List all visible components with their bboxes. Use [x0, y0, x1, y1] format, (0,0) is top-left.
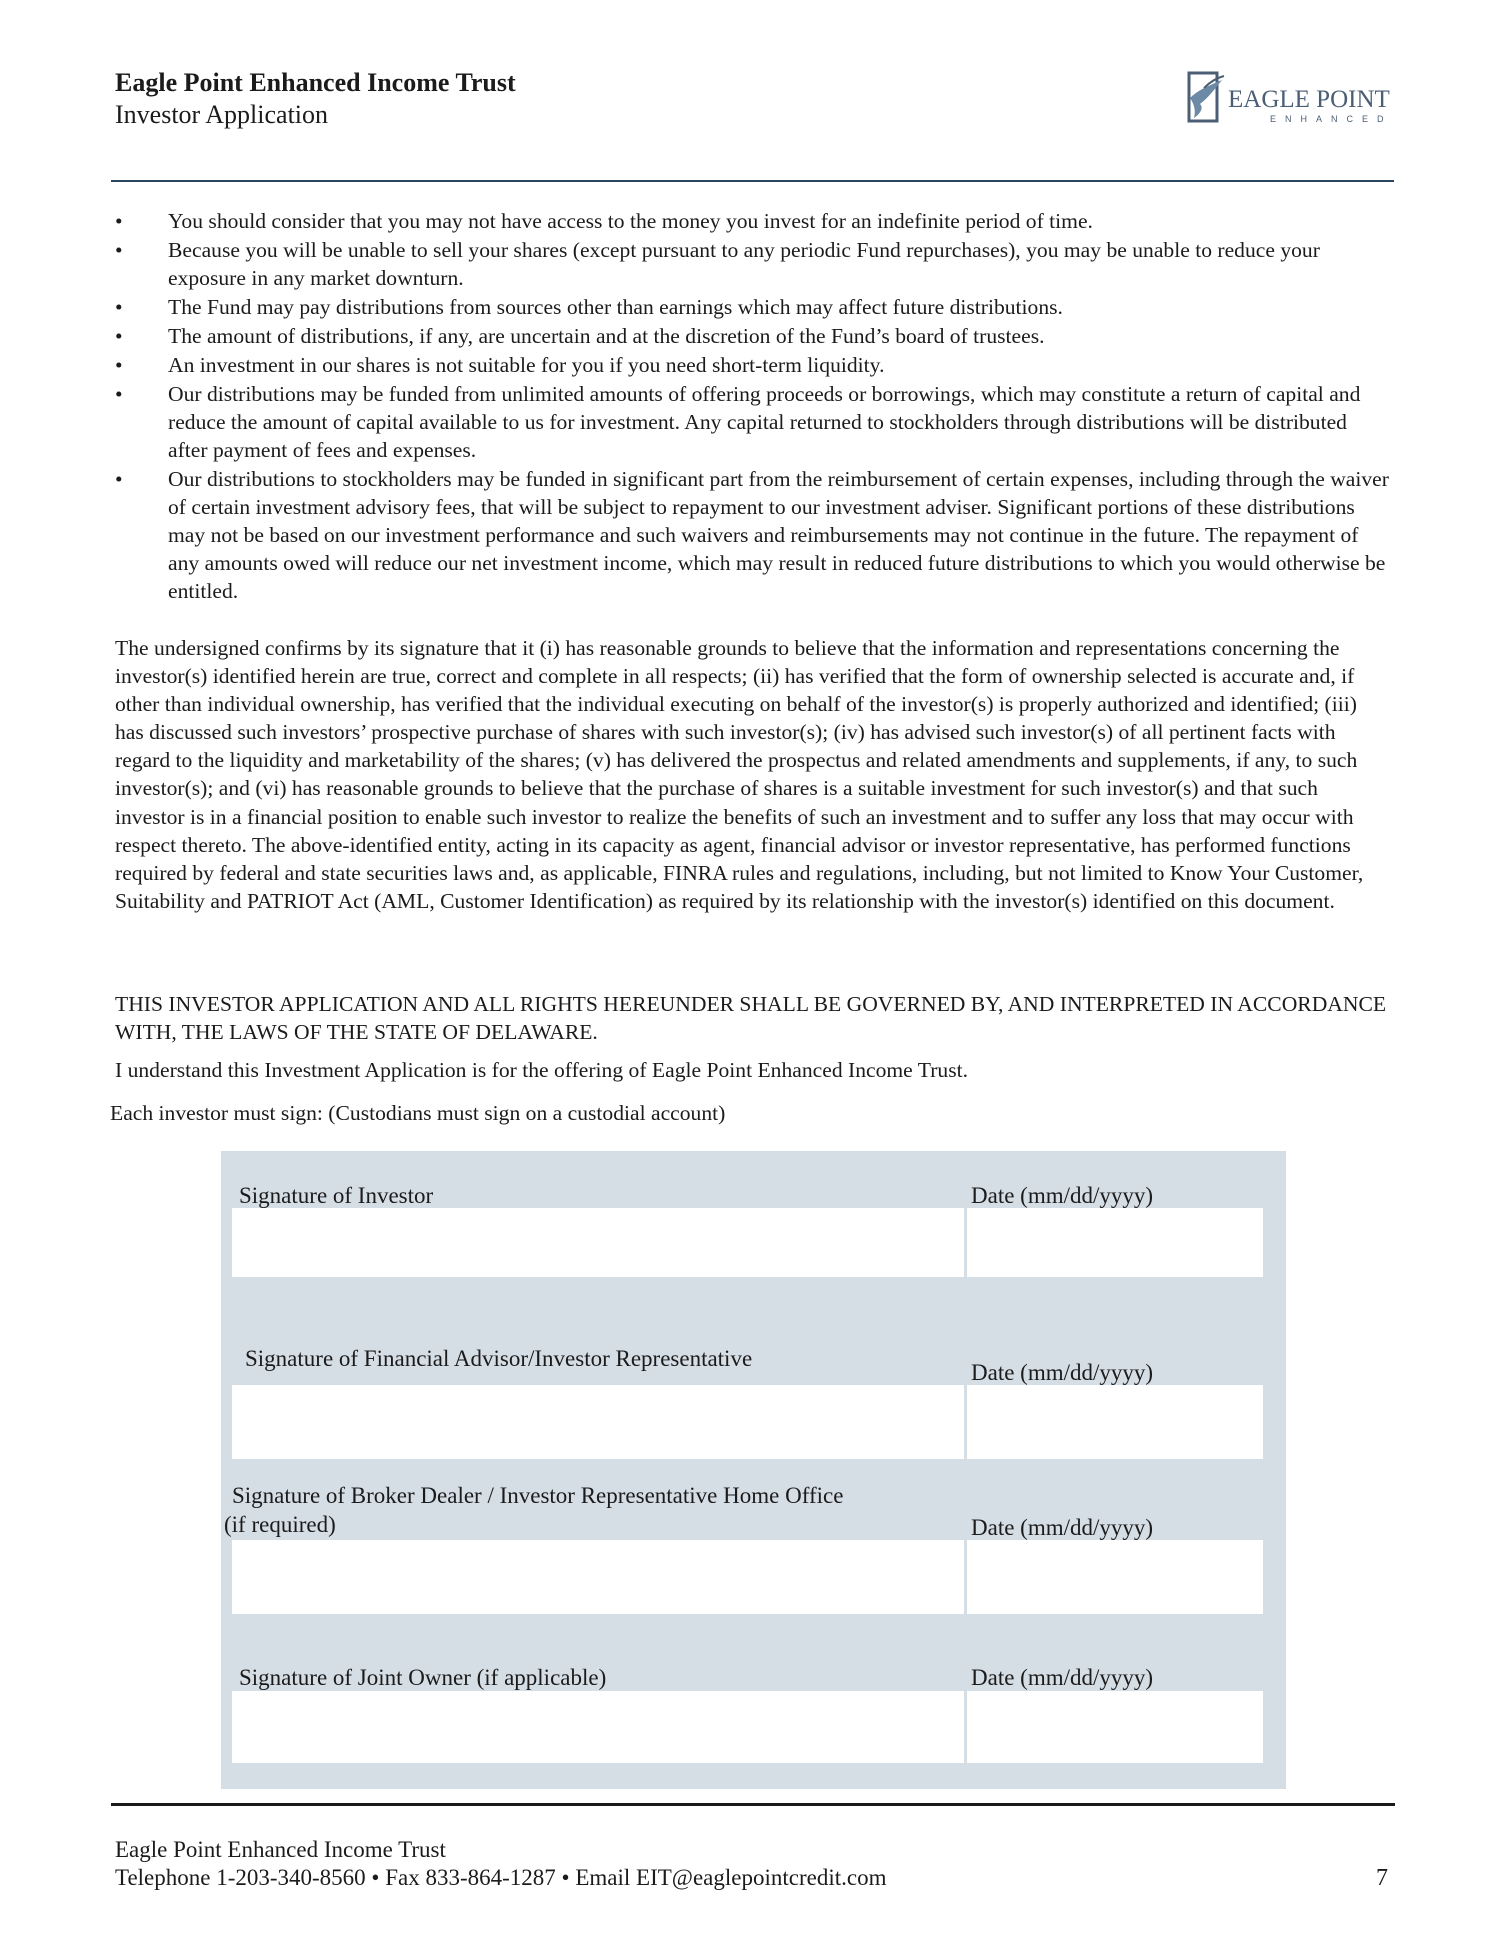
list-item: • The Fund may pay distributions from sources other than earnings which may affect future distributions. [115, 295, 1063, 319]
joint-owner-date-label: Date (mm/dd/yyyy) [971, 1665, 1154, 1690]
bullet-icon: • [115, 209, 123, 233]
bullet-icon: • [115, 353, 123, 377]
footer-contact: Telephone 1-203-340-8560 • Fax 833-864-1287 • Email EIT@eaglepointcredit.com [115, 1865, 887, 1890]
risk-bullet-list [115, 207, 1390, 606]
broker-signature-field[interactable] [232, 1540, 964, 1614]
governing-law-paragraph: THIS INVESTOR APPLICATION AND ALL RIGHTS HEREUNDER SHALL BE GOVERNED BY, AND INTERPRETED IN ACCORDANCE WITH, THE LAWS OF THE STATE OF DELAWARE. [115, 992, 1387, 1045]
broker-signature-label-note: (if required) [224, 1512, 336, 1537]
company-logo [1186, 68, 1393, 128]
broker-date-field[interactable] [967, 1540, 1263, 1614]
page-number: 7 [1376, 1865, 1388, 1891]
list-item: • Our distributions may be funded from unlimited amounts of offering proceeds or borrowings, which may constitute a return of capital and reduce the amount of capital available to us for investment. Any capital returned to stockholders through distributions will be distributed after payment of fees and expenses. [115, 382, 1361, 462]
broker-signature-label: Signature of Broker Dealer / Investor Representative Home Office [232, 1483, 844, 1508]
bullet-icon: • [115, 295, 123, 319]
logo-wordmark: EAGLE POINT [1228, 86, 1390, 113]
investor-signature-label: Signature of Investor [239, 1183, 434, 1208]
list-item: • An investment in our shares is not suitable for you if you need short-term liquidity. [115, 353, 885, 377]
signature-panel [221, 1151, 1286, 1789]
header-divider [111, 180, 1394, 182]
broker-date-label: Date (mm/dd/yyyy) [971, 1515, 1154, 1540]
advisor-date-label: Date (mm/dd/yyyy) [971, 1360, 1154, 1385]
investor-date-field[interactable] [967, 1208, 1263, 1277]
document-title: Eagle Point Enhanced Income Trust [115, 68, 516, 97]
bullet-icon: • [115, 238, 123, 262]
footer-divider [111, 1803, 1395, 1806]
joint-owner-signature-label: Signature of Joint Owner (if applicable) [239, 1665, 607, 1690]
investor-signature-field[interactable] [232, 1208, 964, 1277]
investor-date-label: Date (mm/dd/yyyy) [971, 1183, 1154, 1208]
joint-owner-date-field[interactable] [967, 1691, 1263, 1763]
document-subtitle: Investor Application [115, 100, 329, 129]
footer-company-name: Eagle Point Enhanced Income Trust [115, 1837, 446, 1862]
advisor-signature-label: Signature of Financial Advisor/Investor Representative [245, 1346, 753, 1371]
confirmation-paragraph: The undersigned confirms by its signature that it (i) has reasonable grounds to believe that the information and representations concerning the investor(s) identified herein are true, correct and complete in all respects; (ii) has verified that the form of ownership selected is accurate and, if other than individual ownership, has verified that the individual executing on behalf of the investor(s) is properly authorized and identified; (iii) has discussed such investors’ prospective purchase of shares with such investor(s); (iv) has advised such investor(s) of all pertinent facts with regard to the liquidity and marketability of the shares; (v) has delivered the prospectus and related amendments and supplements, if any, to such investor(s); and (vi) has reasonable grounds to believe that the purchase of shares is a suitable investment for such investor(s) and that such investor is in a financial position to enable such investor to realize the benefits of such an investment and to suffer any loss that may occur with respect thereto. The above-identified entity, acting in its capacity as agent, financial advisor or investor representative, has performed functions required by federal and state securities laws and, as applicable, FINRA rules and regulations, including, but not limited to Know Your Customer, Suitability and PATRIOT Act (AML, Customer Identification) as required by its relationship with the investor(s) identified on this document. [115, 636, 1364, 913]
bullet-icon: • [115, 382, 123, 406]
list-item: • The amount of distributions, if any, are uncertain and at the discretion of the Fund’s board of trustees. [115, 324, 1045, 348]
advisor-signature-field[interactable] [232, 1385, 964, 1459]
eagle-logo-icon [1186, 68, 1226, 126]
list-item: • Our distributions to stockholders may be funded in significant part from the reimbursement of certain expenses, including through the waiver of certain investment advisory fees, that will be subject to repayment to our investment adviser. Significant portions of these distributions may not be based on our investment performance and such waivers and reimbursements may not continue in the future. The repayment of any amounts owed will reduce our net investment income, which may result in reduced future distributions to which you would otherwise be entitled. [115, 467, 1389, 603]
bullet-icon: • [115, 324, 123, 348]
bullet-icon: • [115, 467, 123, 491]
list-item: • You should consider that you may not have access to the money you invest for an indefinite period of time. [115, 209, 1093, 233]
list-item: • Because you will be unable to sell your shares (except pursuant to any periodic Fund repurchases), you may be unable to reduce your exposure in any market downturn. [115, 238, 1320, 290]
logo-subtext: ENHANCED [1270, 114, 1393, 124]
advisor-date-field[interactable] [967, 1385, 1263, 1459]
joint-owner-signature-field[interactable] [232, 1691, 964, 1763]
understanding-statement: I understand this Investment Application is for the offering of Eagle Point Enhanced Income Trust. [115, 1058, 968, 1082]
sign-instruction: Each investor must sign: (Custodians must sign on a custodial account) [110, 1101, 726, 1125]
